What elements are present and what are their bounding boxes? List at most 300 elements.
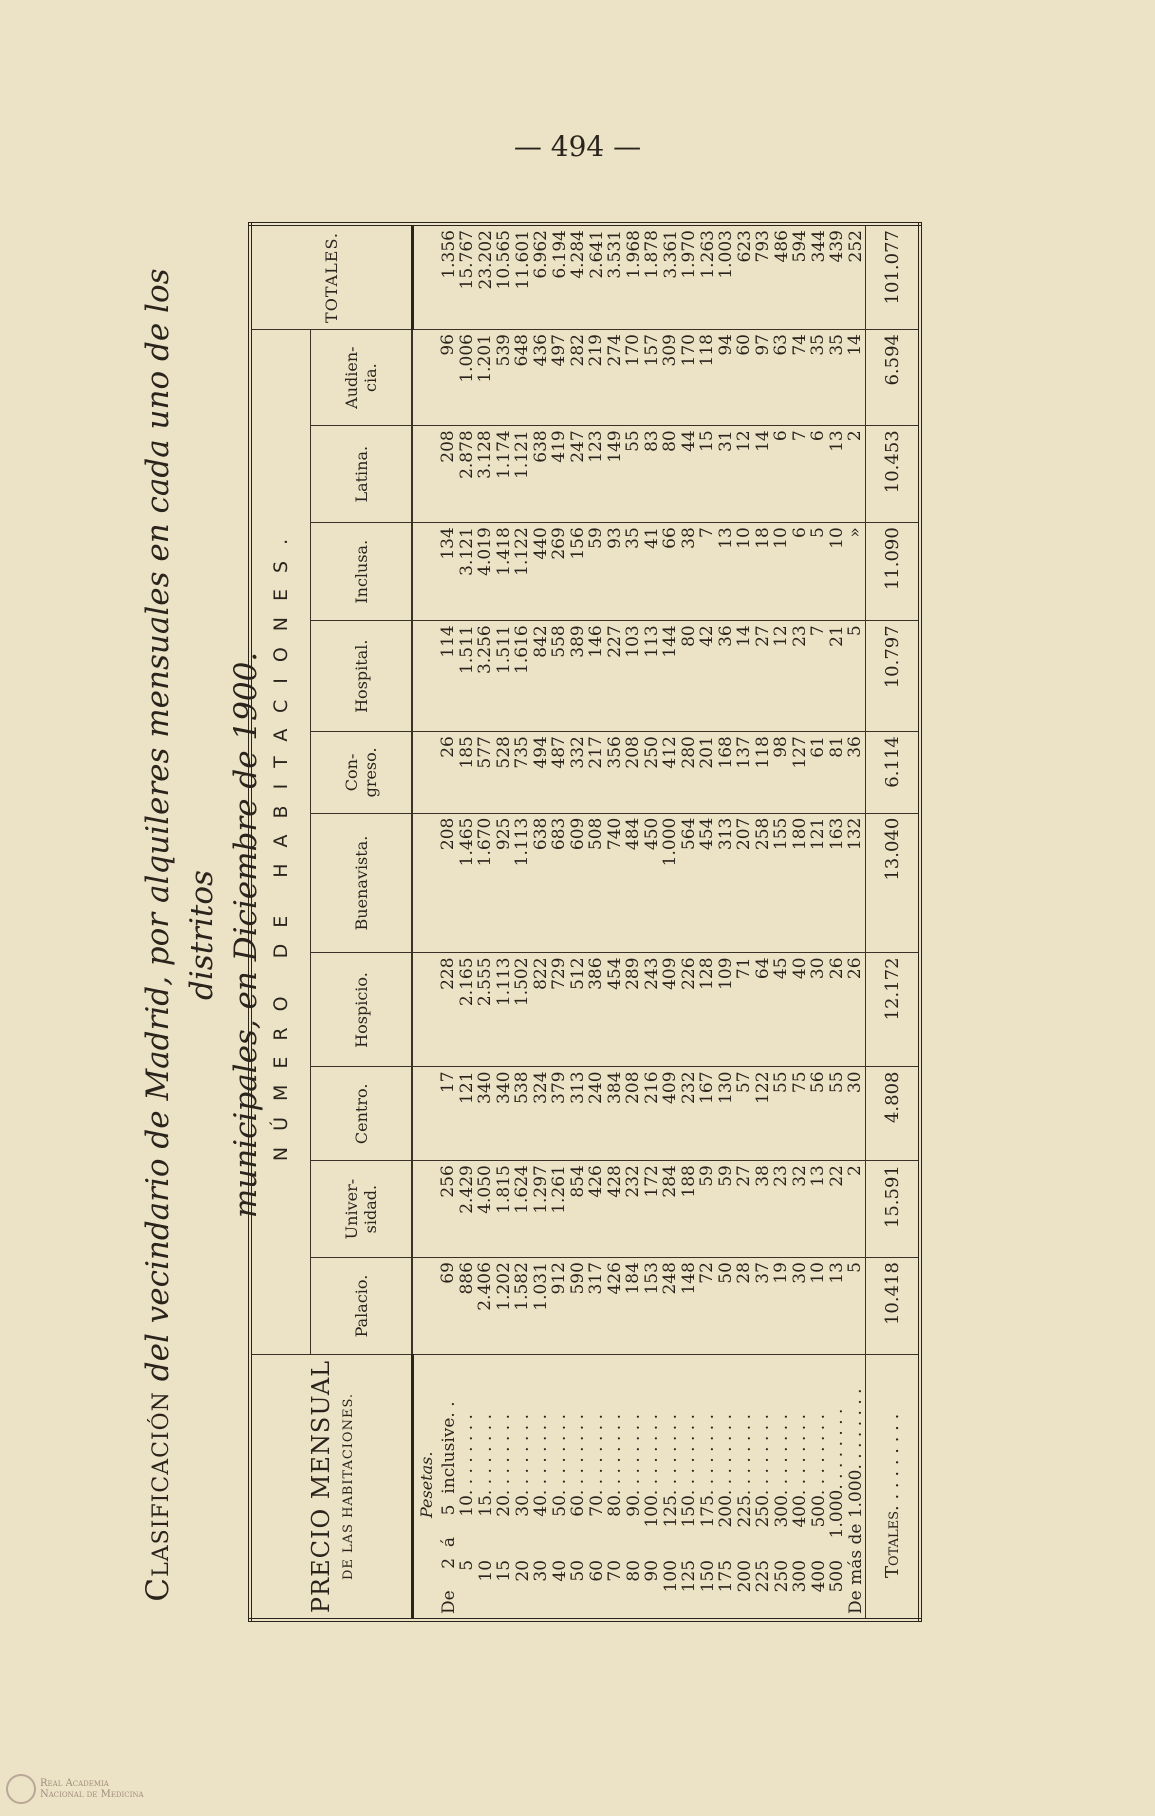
cell-value: 35 — [808, 334, 829, 356]
cell-value: 32 — [789, 1165, 810, 1187]
cell-value: 2 — [845, 1165, 866, 1176]
cell-value: 250 — [641, 736, 662, 769]
cell-value: 10 — [734, 527, 755, 549]
cell-value: 3.128 — [475, 430, 496, 479]
cell-value: 340 — [475, 1071, 496, 1104]
cell-value: 440 — [530, 527, 551, 560]
cell-value: 157 — [641, 334, 662, 367]
cell-value: 149 — [604, 430, 625, 463]
cell-value: 454 — [604, 957, 625, 990]
cell-value: 75 — [789, 1071, 810, 1094]
cell-value: 450 — [641, 817, 662, 851]
cell-value: 497 — [549, 334, 570, 367]
price-range-label: 50 60. . . . . . . . — [568, 1414, 588, 1614]
pesetas-label: Pesetas. — [416, 1451, 436, 1518]
cell-value: 6.962 — [531, 230, 551, 279]
cell-value: 44 — [678, 430, 699, 452]
cell-value: 153 — [641, 1262, 662, 1295]
cell-value: 60 — [734, 334, 755, 356]
academy-seal-icon — [6, 1774, 36, 1804]
price-range-label: 400 500. . . . . . . . — [808, 1414, 829, 1614]
price-range-label: 250 300. . . . . . . . — [771, 1414, 792, 1614]
cell-value: 2.429 — [456, 1165, 477, 1214]
rotated-table-block — [136, 220, 966, 1650]
cell-value: 1.003 — [716, 230, 736, 279]
cell-value: 18 — [752, 527, 773, 549]
cell-value: 1.202 — [493, 1262, 514, 1311]
cell-value: 925 — [493, 817, 514, 851]
cell-value: 886 — [456, 1262, 477, 1295]
cell-value: 384 — [604, 1071, 625, 1104]
cell-value: 208 — [438, 817, 459, 851]
cell-value: 98 — [771, 736, 792, 758]
cell-value: 227 — [604, 625, 625, 658]
cell-value: 854 — [567, 1165, 588, 1198]
cell-value: 280 — [678, 736, 699, 769]
cell-value: 564 — [678, 817, 699, 851]
cell-value: 208 — [438, 430, 459, 463]
totals-row — [866, 224, 921, 1620]
cell-value: 1.418 — [493, 527, 514, 576]
cell-value: 41 — [641, 527, 662, 549]
cell-value: 7 — [789, 430, 810, 442]
cell-value: 122 — [752, 1071, 773, 1104]
cell-value: 590 — [567, 1262, 588, 1295]
cell-value: 219 — [586, 334, 607, 367]
cell-value: 26 — [845, 957, 866, 980]
cell-value: 26 — [438, 736, 459, 758]
cell-value: 14 — [734, 625, 755, 647]
cell-value: 207 — [734, 817, 755, 851]
cell-value: 6.194 — [549, 230, 570, 279]
cell-value: 439 — [827, 230, 847, 263]
cell-value: 14 — [845, 334, 866, 356]
cell-value: 74 — [789, 334, 810, 356]
cell-value: 1.261 — [549, 1165, 570, 1214]
cell-value: 6 — [771, 430, 792, 442]
cell-value: 109 — [715, 957, 736, 990]
cell-value: 539 — [493, 334, 514, 367]
cell-value: 638 — [530, 817, 551, 851]
total-value: 6.114 — [866, 732, 921, 814]
district-header: Univer- sidad. — [311, 1161, 413, 1258]
cell-value: 1.511 — [493, 625, 514, 674]
cell-value: 740 — [604, 817, 625, 851]
cell-value: 1.670 — [475, 817, 496, 867]
cell-value: 50 — [715, 1262, 736, 1284]
cell-value: 15 — [697, 430, 718, 452]
totals-header: TOTALES. — [250, 224, 412, 330]
cell-value: 1.616 — [512, 625, 533, 674]
cell-value: 5 — [845, 1262, 866, 1273]
district-column — [412, 1258, 866, 1355]
page-number: — 494 — — [513, 130, 642, 163]
cell-value: 1.624 — [512, 1165, 533, 1214]
cell-value: 735 — [512, 736, 533, 769]
price-range-label: 100 125. . . . . . . . — [660, 1414, 681, 1614]
cell-value: 386 — [586, 957, 607, 990]
cell-value: 146 — [586, 625, 607, 658]
cell-value: 185 — [456, 736, 477, 769]
cell-value: 13 — [826, 1262, 847, 1284]
cell-value: 188 — [678, 1165, 699, 1198]
total-value: 10.797 — [866, 621, 921, 732]
cell-value: 243 — [641, 957, 662, 990]
cell-value: 1.878 — [642, 230, 662, 279]
cell-value: 1.263 — [697, 230, 718, 279]
district-column — [412, 621, 866, 732]
cell-value: 240 — [586, 1071, 607, 1104]
district-column — [412, 1067, 866, 1161]
price-range-label: De 2 á 5 inclusive. . — [438, 1401, 459, 1614]
cell-value: 3.361 — [660, 230, 681, 279]
group-header: NÚMERO DE HABITACIONES. — [250, 330, 311, 1355]
cell-value: 130 — [715, 1071, 736, 1104]
cell-value: 1.968 — [623, 230, 644, 279]
cell-value: » — [845, 527, 866, 538]
totals-label: Totales. . . . . . . . . — [866, 1355, 921, 1621]
cell-value: 13 — [808, 1165, 829, 1187]
cell-value: 72 — [697, 1262, 718, 1284]
cell-value: 683 — [549, 817, 570, 851]
cell-value: 7 — [697, 527, 718, 539]
cell-value: 10.565 — [494, 230, 514, 290]
cell-value: 96 — [438, 334, 459, 356]
price-range-label: 80 90. . . . . . . . — [623, 1414, 644, 1614]
cell-value: 11.601 — [512, 230, 533, 290]
cell-value: 638 — [530, 430, 551, 463]
cell-value: 6 — [808, 430, 829, 442]
price-range-label: 70 80. . . . . . . . — [605, 1414, 625, 1614]
district-header: Palacio. — [311, 1258, 413, 1355]
cell-value: 201 — [697, 736, 718, 769]
title-line2: municipales, en Diciembre de 1900. — [228, 651, 264, 1219]
cell-value: 10 — [808, 1262, 829, 1284]
cell-value: 1.174 — [493, 430, 514, 479]
stamp-line2: Nacional de Medicina — [40, 1789, 144, 1800]
price-range-label: 200 225. . . . . . . . — [734, 1414, 755, 1614]
cell-value: 61 — [808, 736, 829, 758]
cell-value: 38 — [678, 527, 699, 549]
cell-value: 1.582 — [512, 1262, 533, 1311]
district-header: Hospicio. — [311, 953, 413, 1067]
total-value: 15.591 — [866, 1161, 921, 1258]
cell-value: 132 — [845, 817, 866, 851]
cell-value: 113 — [641, 625, 662, 658]
cell-value: 389 — [567, 625, 588, 658]
cell-value: 232 — [678, 1071, 699, 1104]
cell-value: 137 — [734, 736, 755, 769]
cell-value: 15.767 — [457, 230, 477, 290]
cell-value: 6 — [789, 527, 810, 539]
price-range-label: 20 30. . . . . . . . — [512, 1414, 533, 1614]
rent-table — [248, 222, 922, 1622]
cell-value: 1.356 — [438, 230, 459, 279]
cell-value: 36 — [715, 625, 736, 647]
cell-value: 232 — [623, 1165, 644, 1198]
price-range-label: 10 15. . . . . . . . — [475, 1414, 496, 1614]
cell-value: 26 — [826, 957, 847, 980]
price-range-label: 5 10. . . . . . . . — [457, 1414, 477, 1614]
cell-value: 123 — [586, 430, 607, 463]
cell-value: 23 — [789, 625, 810, 647]
total-value: 13.040 — [866, 813, 921, 953]
cell-value: 114 — [438, 625, 459, 658]
cell-value: 1.970 — [679, 230, 699, 279]
cell-value: 2.641 — [586, 230, 607, 279]
cell-value: 38 — [752, 1165, 773, 1187]
cell-value: 63 — [771, 334, 792, 356]
cell-value: 1.511 — [456, 625, 477, 674]
cell-value: 216 — [641, 1071, 662, 1104]
total-value: 11.090 — [866, 523, 921, 621]
cell-value: 172 — [641, 1165, 662, 1198]
cell-value: 317 — [586, 1262, 607, 1295]
cell-value: 512 — [567, 957, 588, 990]
cell-value: 163 — [826, 817, 847, 851]
cell-value: 184 — [623, 1262, 644, 1295]
cell-value: 19 — [771, 1262, 792, 1284]
cell-value: 324 — [530, 1071, 551, 1104]
cell-value: 912 — [549, 1262, 570, 1295]
cell-value: 1.502 — [512, 957, 533, 1007]
cell-value: 247 — [567, 430, 588, 463]
library-stamp — [6, 1774, 144, 1804]
price-range-label: 60 70. . . . . . . . — [586, 1414, 607, 1614]
cell-value: 454 — [697, 817, 718, 851]
cell-value: 842 — [530, 625, 551, 658]
cell-value: 1.815 — [493, 1165, 514, 1214]
district-column — [412, 1161, 866, 1258]
cell-value: 379 — [549, 1071, 570, 1104]
cell-value: 508 — [586, 817, 607, 851]
cell-value: 59 — [586, 527, 607, 549]
cell-value: 3.121 — [456, 527, 477, 576]
total-value: 101.077 — [866, 224, 921, 330]
cell-value: 14 — [752, 430, 773, 452]
cell-value: 282 — [567, 334, 588, 367]
cell-value: 80 — [678, 625, 699, 647]
price-range-label: 500 1.000. . . . . . . . — [827, 1408, 847, 1614]
price-header: PRECIO MENSUAL DE LAS HABITACIONES. — [250, 1355, 412, 1621]
price-range-label: 225 250. . . . . . . . — [753, 1414, 773, 1614]
cell-value: 55 — [826, 1071, 847, 1094]
cell-value: 42 — [697, 625, 718, 647]
cell-value: 35 — [623, 527, 644, 549]
cell-value: 822 — [530, 957, 551, 990]
cell-value: 97 — [752, 334, 773, 356]
cell-value: 340 — [493, 1071, 514, 1104]
cell-value: 208 — [623, 1071, 644, 1104]
price-range-label: 175 200. . . . . . . . — [716, 1414, 736, 1614]
cell-value: 37 — [752, 1262, 773, 1284]
cell-value: 134 — [438, 527, 459, 560]
cell-value: 313 — [715, 817, 736, 851]
cell-value: 228 — [438, 957, 459, 990]
cell-value: 118 — [697, 334, 718, 367]
cell-value: 155 — [771, 817, 792, 851]
cell-value: 577 — [475, 736, 496, 769]
cell-value: 69 — [438, 1262, 459, 1284]
cell-value: 10 — [771, 527, 792, 549]
cell-value: 4.019 — [475, 527, 496, 576]
cell-value: 623 — [734, 230, 755, 263]
cell-value: 1.465 — [456, 817, 477, 867]
cell-value: 409 — [660, 1071, 681, 1104]
cell-value: 17 — [438, 1071, 459, 1094]
cell-value: 40 — [789, 957, 810, 980]
cell-value: 258 — [752, 817, 773, 851]
cell-value: 121 — [808, 817, 829, 851]
cell-value: 59 — [697, 1165, 718, 1187]
cell-value: 484 — [623, 817, 644, 851]
table-body — [412, 224, 920, 1620]
cell-value: 156 — [567, 527, 588, 560]
total-value: 12.172 — [866, 953, 921, 1067]
cell-value: 22 — [826, 1165, 847, 1187]
cell-value: 30 — [789, 1262, 810, 1284]
cell-value: 5 — [808, 527, 829, 539]
price-labels — [412, 1355, 866, 1621]
cell-value: 309 — [660, 334, 681, 367]
district-header: Latina. — [311, 426, 413, 523]
cell-value: 81 — [826, 736, 847, 758]
cell-value: 609 — [567, 817, 588, 851]
cell-value: 208 — [623, 736, 644, 769]
cell-value: 148 — [678, 1262, 699, 1295]
district-header: Hospital. — [311, 621, 413, 732]
cell-value: 1.113 — [493, 957, 514, 1007]
cell-value: 35 — [826, 334, 847, 356]
cell-value: 594 — [790, 230, 810, 263]
cell-value: 1.201 — [475, 334, 496, 383]
district-column — [412, 953, 866, 1067]
cell-value: 30 — [845, 1071, 866, 1094]
cell-value: 419 — [549, 430, 570, 463]
cell-value: 45 — [771, 957, 792, 980]
cell-value: 332 — [567, 736, 588, 769]
cell-value: 93 — [604, 527, 625, 549]
cell-value: 59 — [715, 1165, 736, 1187]
cell-value: 217 — [586, 736, 607, 769]
cell-value: 57 — [734, 1071, 755, 1094]
cell-value: 2.406 — [475, 1262, 496, 1311]
cell-value: 80 — [660, 430, 681, 452]
cell-value: 170 — [623, 334, 644, 367]
district-column — [412, 426, 866, 523]
title-rest: del vecindario de Madrid, por alquileres mensuales en cada uno de los distritos — [140, 268, 220, 1382]
cell-value: 3.256 — [475, 625, 496, 674]
cell-value: 127 — [789, 736, 810, 769]
cell-value: 256 — [438, 1165, 459, 1198]
price-range-label: 30 40. . . . . . . . — [531, 1414, 551, 1614]
cell-value: 144 — [660, 625, 681, 658]
cell-value: 118 — [752, 736, 773, 769]
total-value: 10.453 — [866, 426, 921, 523]
cell-value: 36 — [845, 736, 866, 758]
cell-value: 4.284 — [568, 230, 588, 279]
cell-value: 248 — [660, 1262, 681, 1295]
cell-value: 436 — [530, 334, 551, 367]
cell-value: 64 — [752, 957, 773, 980]
price-range-label: 90 100. . . . . . . . — [642, 1414, 662, 1614]
cell-value: 2 — [845, 430, 866, 442]
district-header: Buenavista. — [311, 813, 413, 953]
cell-value: 428 — [604, 1165, 625, 1198]
cell-value: 55 — [623, 430, 644, 452]
cell-value: 180 — [789, 817, 810, 851]
district-column — [412, 330, 866, 426]
total-value: 10.418 — [866, 1258, 921, 1355]
total-value: 6.594 — [866, 330, 921, 426]
cell-value: 10 — [826, 527, 847, 549]
cell-value: 128 — [697, 957, 718, 990]
cell-value: 426 — [586, 1165, 607, 1198]
district-header: Inclusa. — [311, 523, 413, 621]
cell-value: 121 — [456, 1071, 477, 1104]
cell-value: 2.165 — [456, 957, 477, 1007]
cell-value: 289 — [623, 957, 644, 990]
cell-value: 2.555 — [475, 957, 496, 1007]
cell-value: 226 — [678, 957, 699, 990]
cell-value: 274 — [604, 334, 625, 367]
cell-value: 1.297 — [530, 1165, 551, 1214]
cell-value: 486 — [771, 230, 792, 263]
cell-value: 494 — [530, 736, 551, 769]
cell-value: 66 — [660, 527, 681, 549]
cell-value: 167 — [697, 1071, 718, 1104]
cell-value: 2.878 — [456, 430, 477, 479]
table-row — [412, 224, 866, 1620]
cell-value: 23 — [771, 1165, 792, 1187]
cell-value: 12 — [771, 625, 792, 647]
cell-value: 83 — [641, 430, 662, 452]
cell-value: 1.031 — [530, 1262, 551, 1311]
cell-value: 1.113 — [512, 817, 533, 867]
cell-value: 28 — [734, 1262, 755, 1284]
cell-value: 269 — [549, 527, 570, 560]
cell-value: 284 — [660, 1165, 681, 1198]
price-range-label: 40 50. . . . . . . . — [549, 1414, 570, 1614]
cell-value: 426 — [604, 1262, 625, 1295]
cell-value: 1.122 — [512, 527, 533, 576]
cell-value: 12 — [734, 430, 755, 452]
district-header: Audien- cia. — [311, 330, 413, 426]
district-column — [412, 732, 866, 814]
cell-value: 412 — [660, 736, 681, 769]
price-range-label: 300 400. . . . . . . . — [790, 1414, 810, 1614]
cell-value: 344 — [808, 230, 829, 263]
district-header: Con- greso. — [311, 732, 413, 814]
cell-value: 21 — [826, 625, 847, 647]
district-header: Centro. — [311, 1067, 413, 1161]
cell-value: 27 — [752, 625, 773, 647]
stamp-line1: Real Academia — [40, 1778, 109, 1789]
cell-value: 5 — [845, 625, 866, 637]
price-range-label: De más de 1.000. . . . . . . . — [845, 1388, 866, 1614]
cell-value: 103 — [623, 625, 644, 658]
cell-value: 252 — [845, 230, 866, 263]
totals-column — [412, 224, 866, 330]
cell-value: 356 — [604, 736, 625, 769]
cell-value: 409 — [660, 957, 681, 990]
title-lead: Clasificación — [140, 1391, 176, 1602]
cell-value: 168 — [715, 736, 736, 769]
cell-value: 55 — [771, 1071, 792, 1094]
price-range-label: 150 175. . . . . . . . — [697, 1414, 718, 1614]
cell-value: 528 — [493, 736, 514, 769]
district-column — [412, 813, 866, 953]
